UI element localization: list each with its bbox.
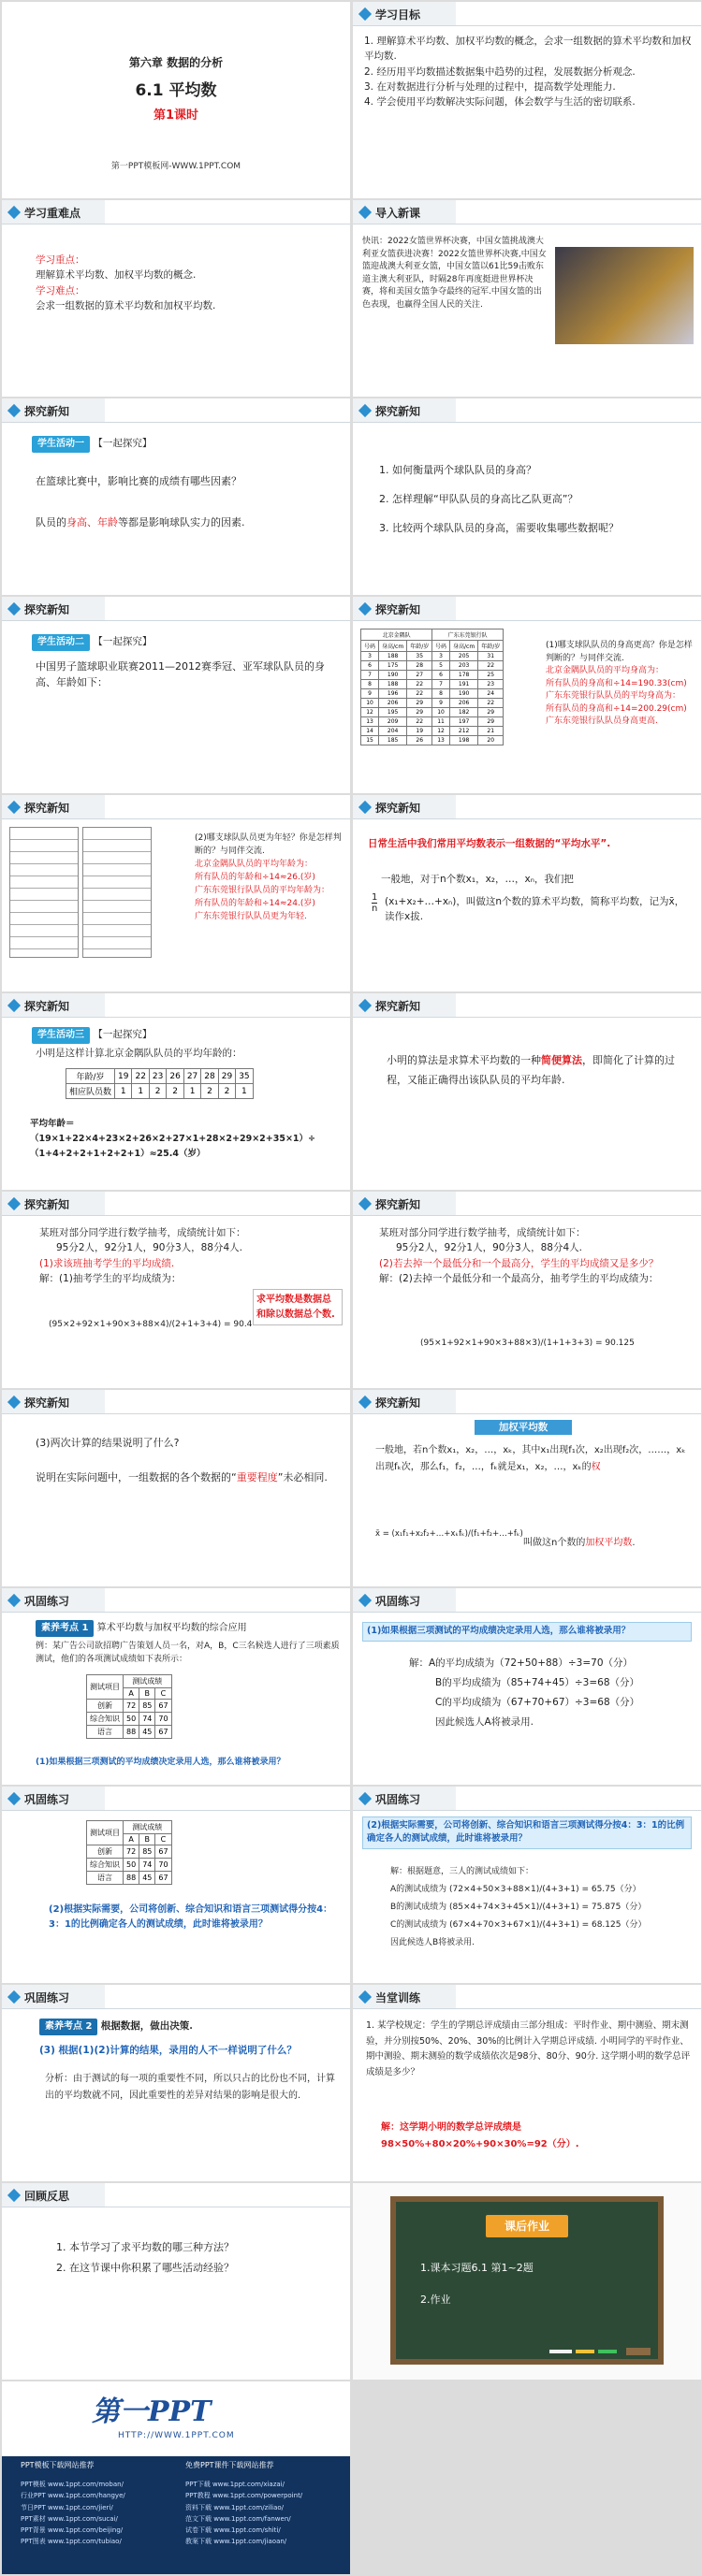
solution: 解：(1)抽考学生的平均成绩为： (39, 1272, 182, 1284)
answer-a: 解：A的平均成绩为（72+50+88）÷3=70（分） (409, 1657, 633, 1669)
slide-exam-2[interactable] (353, 1192, 701, 1388)
slide-header: 探究新知 (353, 795, 701, 819)
definition-line-2: (x₁+x₂+…+xₙ)，叫做这n个数的算术平均数，简称平均数，记为x̄，读作x拔. (385, 896, 685, 923)
slide-activity-3[interactable] (2, 993, 350, 1190)
weighted-mean-box: 加权平均数 (475, 1420, 572, 1435)
slide-header: 探究新知 (2, 597, 350, 621)
slide-practice-3[interactable] (2, 1985, 350, 2181)
answer-c: C的测试成绩为 (67×4+70×3+67×1)/(4+3+1) = 68.125（分） (390, 1919, 647, 1930)
review-item: 1. 本节学习了求平均数的哪三种方法？ (56, 2241, 234, 2253)
point-text: 算术平均数与加权平均数的综合应用 (96, 1623, 247, 1633)
slide-practice-answer-1[interactable] (353, 1588, 701, 1785)
question-item: 2. 怎样理解“甲队队员的身高比乙队更高”？ (379, 492, 578, 505)
slide-header: 巩固练习 (353, 1787, 701, 1811)
homework-item-2: 2.作业 (420, 2294, 451, 2306)
activity-tag: 学生活动三 (32, 1027, 90, 1044)
question-1: (1)求该班抽考学生的平均成绩. (39, 1257, 175, 1269)
answer-d: 因此候选人A将被录用. (435, 1716, 534, 1728)
goal-item: 2. 经历用平均数描述数据集中趋势的过程，发展数据分析观念. (364, 65, 636, 78)
lesson-title: 6.1 平均数 (135, 81, 217, 100)
method-text: 小明的算法是求算术平均数的一种简便算法，即简化了计算的过程，又能正确得出该队队员的平均年龄. (387, 1054, 675, 1086)
slide-activity-2[interactable] (2, 597, 350, 793)
table-guangdong-mini (82, 827, 152, 958)
ad-link[interactable]: PPT教程 www.1ppt.com/powerpoint/ (185, 2492, 303, 2500)
slide-exam-1[interactable] (2, 1192, 350, 1388)
answer-a: A的测试成绩为 (72×4+50×3+88×1)/(4+3+1) = 65.75（分） (390, 1884, 641, 1894)
chalk-white (549, 2350, 572, 2353)
ad-link[interactable]: 教案下载 www.1ppt.com/jiaoan/ (185, 2538, 287, 2546)
ad-link[interactable]: 范文下载 www.1ppt.com/fanwen/ (185, 2514, 291, 2523)
weighted-text-2: 叫做这n个数的加权平均数. (523, 1538, 636, 1548)
slide-header: 当堂训练 (353, 1985, 701, 2009)
slide-goals[interactable] (353, 2, 701, 198)
slide-ad[interactable] (2, 2381, 350, 2574)
answer: 队员的身高、年龄等都是影响球队实力的因素. (36, 516, 245, 528)
analysis: 分析：由于测试的每一项的重要性不同，所以只占的比份也不同，计算出的平均数就不同，因此重要性的差异对结果的影响是很大的. (45, 2074, 335, 2101)
formula: (95×2+92×1+90×3+88×4)/(2+1+3+4) = 90.4 (49, 1320, 253, 1329)
chalk-yellow (576, 2350, 594, 2353)
weighted-formula: x̄ = (x₁f₁+x₂f₂+…+xₖfₖ)/(f₁+f₂+…+fₖ) (375, 1529, 523, 1539)
solution: 解：(2)去掉一个最低分和一个最高分，抽考学生的平均成绩为： (379, 1272, 659, 1284)
slide-simple-method[interactable] (353, 993, 701, 1190)
exercise-answer-formula: 98×50%+80×20%+90×30%=92（分）. (381, 2139, 579, 2149)
conclusion: 广东东莞银行队队员身高更高. (546, 716, 658, 726)
question-1: (1)如果根据三项测试的平均成绩决定录用人选，那么谁将被录用？ (362, 1622, 692, 1642)
chalk-green (598, 2350, 617, 2353)
slide-header: 探究新知 (2, 1390, 350, 1414)
difficulty-label: 学习难点： (36, 284, 85, 297)
slide-key-points[interactable] (2, 200, 350, 397)
exercise-question: 1. 某学校规定：学生的学期总评成绩由三部分组成：平时作业、期中测验、期末测验，并分别按50%、20%、30%的比例计入学期总评成绩. 小明同学的平时作业、期中测验、期末测验的数学成绩依次是98分、80分、90分. 这学期小明的数学总评成绩是多少？ (366, 2020, 691, 2077)
score-data: 95分2人，92分1人，90分3人，88分4人. (396, 1242, 583, 1254)
activity-suffix: 【一起探究】 (93, 1029, 153, 1040)
question-item: 1. 如何衡量两个球队队员的身高？ (379, 464, 536, 476)
question-1: (1)哪支球队队员的身高更高？你是怎样判断的？与同伴交流. (546, 641, 693, 663)
answer-2-formula: 所有队员的年龄和÷14≈24.(岁) (195, 898, 315, 908)
ad-link[interactable]: PPT图表 www.1ppt.com/tubiao/ (21, 2538, 122, 2546)
question-1: (1)如果根据三项测试的平均成绩决定录用人选，那么谁将被录用？ (36, 1758, 285, 1767)
fraction: 1 n (372, 892, 378, 914)
slide-class-exercise[interactable] (353, 1985, 701, 2181)
slide-review[interactable] (2, 2183, 350, 2380)
slide-practice-2[interactable] (2, 1787, 350, 1983)
exercise-answer: 解：这学期小明的数学总评成绩是 (381, 2122, 521, 2133)
goal-item: 1. 理解算术平均数、加权平均数的概念，会求一组数据的算术平均数和加权平均数. (364, 36, 692, 63)
question-item: 3. 比较两个球队队员的身高，需要收集哪些数据呢？ (379, 521, 619, 534)
goal-item: 3. 在对数据进行分析与处理的过程中，提高数学处理能力. (364, 80, 616, 93)
review-item: 2. 在这节课中你积累了哪些活动经验？ (56, 2262, 234, 2274)
answer-2-formula: 所有队员的身高和÷14=200.29(cm) (546, 703, 687, 714)
slide-header: 巩固练习 (2, 1787, 350, 1811)
point-text: 根据数据，做出决策. (100, 2020, 193, 2032)
question-2: (2)根据实际需要，公司将创新、综合知识和语言三项测试得分按4：3：1的比例确定各人的测试成绩，此时谁将被录用？ (362, 1816, 692, 1849)
answer-b: B的平均成绩为（85+74+45）÷3=68（分） (435, 1677, 640, 1688)
slide-header: 探究新知 (353, 1192, 701, 1216)
activity-suffix: 【一起探究】 (93, 438, 153, 449)
site-label: 第一PPT模板网-WWW.1PPT.COM (110, 162, 241, 171)
slide-weighted-mean[interactable] (353, 1390, 701, 1586)
ad-link[interactable]: PPT背景 www.1ppt.com/beijing/ (21, 2526, 124, 2534)
intro-text: 小明是这样计算北京金隅队队员的平均年龄的： (36, 1048, 242, 1059)
slide-header: 巩固练习 (353, 1588, 701, 1613)
note-box: 求平均数是数据总和除以数据总个数. (253, 1289, 343, 1325)
ad-link[interactable]: PPT下载 www.1ppt.com/xiazai/ (185, 2481, 285, 2488)
slide-header: 导入新课 (353, 200, 701, 224)
table-beijing: 北京金隅队 号码 身高/cm 年龄/岁 3 188 35 6 175 28 7 190 27 8 188 22 9 196 22 10 206 29 12 195 29 13 209 22 14 204 19 15 185 26 (360, 629, 432, 745)
answer-1-formula: 所有队员的身高和÷14=190.33(cm) (546, 678, 687, 688)
link-panel (2, 2456, 350, 2574)
question: 在篮球比赛中，影响比赛的成绩有哪些因素？ (36, 475, 241, 487)
slide-practice-1[interactable] (2, 1588, 350, 1785)
left-title: PPT模板下载网站推荐 (21, 2461, 95, 2469)
answer-2: 广东东莞银行队队员的平均身高为： (546, 691, 681, 701)
question-2: (2)根据实际需要，公司将创新、综合知识和语言三项测试得分按4：3：1的比例确定各人的测试成绩，此时谁将被录用？ (49, 1904, 333, 1930)
intro: 某班对部分同学进行数学抽考，成绩统计如下： (39, 1227, 246, 1238)
homework-title: 课后作业 (486, 2215, 568, 2237)
example: 例：某广告公司欲招聘广告策划人员一名，对A，B，C三名候选人进行了三项素质测试，他们的各项测试成绩如下表所示： (36, 1642, 340, 1664)
definition-line-1: 一般地，对于n个数x₁，x₂，…，xₙ，我们把 (381, 874, 574, 885)
slide-header: 探究新知 (2, 993, 350, 1018)
slide-header: 巩固练习 (2, 1985, 350, 2009)
brand-logo: 第一PPT (92, 2395, 212, 2428)
formula: (95×1+92×1+90×3+88×3)/(1+1+3+3) = 90.125 (420, 1339, 635, 1348)
slide-title[interactable] (2, 2, 350, 198)
right-title: 免费PPT课件下载网站推荐 (185, 2461, 274, 2469)
goal-item: 4. 学会使用平均数解决实际问题，体会数学与生活的密切联系. (364, 96, 636, 109)
answer-b: B的测试成绩为 (85×4+74×3+45×1)/(4+3+1) = 75.875（分） (390, 1902, 647, 1912)
lesson-number: 第1课时 (153, 109, 199, 123)
answer-2: 广东东莞银行队队员的平均年龄为： (195, 885, 330, 895)
slide-age-question[interactable] (2, 795, 350, 991)
slide-height-tables[interactable] (353, 597, 701, 793)
score-table: 测试项目 测试成绩 A B C 创新 72 85 67 综合知识 50 74 70 语言 88 45 67 (86, 1674, 172, 1739)
slide-header: 回顾反思 (2, 2183, 350, 2207)
table-beijing-mini (9, 827, 79, 958)
question-2: (2)哪支球队队员更为年轻？你是怎样判断的？与同伴交流. (195, 833, 342, 856)
slide-practice-answer-2[interactable] (353, 1787, 701, 1983)
slide-header: 探究新知 (2, 1192, 350, 1216)
answer-intro: 解：根据题意，三人的测试成绩如下： (390, 1867, 534, 1876)
point-tag: 素养考点 1 (36, 1620, 94, 1637)
score-data: 95分2人，92分1人，90分3人，88分4人. (56, 1242, 243, 1254)
weighted-text: 一般地，若n个数x₁，x₂，…，xₖ，其中x₁出现f₁次，x₂出现f₂次，……，xₖ出现fₖ次，那么f₁，f₂，…，fₖ就是x₁，x₂，…，xₖ的权 (375, 1445, 686, 1472)
ad-link[interactable]: 节日PPT www.1ppt.com/jieri/ (21, 2503, 113, 2511)
slide-activity-1[interactable] (2, 398, 350, 595)
slide-mean-definition[interactable] (353, 795, 701, 991)
intro: 某班对部分同学进行数学抽考，成绩统计如下： (379, 1227, 586, 1238)
key-text: 理解算术平均数、加权平均数的概念. (36, 269, 197, 282)
point-tag: 素养考点 2 (39, 2019, 97, 2035)
formula: 平均年龄＝（19×1+22×4+23×2+26×2+27×1+28×2+29×2+35×1）÷（1+4+2+2+1+2+2+1）≈25.4（岁） (30, 1119, 316, 1160)
ad-link[interactable]: PPT素材 www.1ppt.com/sucai/ (21, 2514, 118, 2523)
slide-header: 巩固练习 (2, 1588, 350, 1613)
homework-item-1: 1.课本习题6.1 第1~2题 (420, 2262, 534, 2274)
activity-suffix: 【一起探究】 (93, 636, 153, 647)
ad-link[interactable]: PPT模板 www.1ppt.com/moban/ (21, 2481, 124, 2488)
activity-tag: 学生活动二 (32, 634, 90, 651)
slide-header: 探究新知 (2, 795, 350, 819)
ad-link[interactable]: 行业PPT www.1ppt.com/hangye/ (21, 2492, 125, 2500)
slide-header: 探究新知 (353, 597, 701, 621)
question-3: (3) 根据(1)(2)计算的结果，录用的人不一样说明了什么？ (39, 2045, 297, 2056)
slide-homework[interactable] (353, 2183, 701, 2380)
table-guangdong: 广东东莞银行队 号码 身高/cm 年龄/岁 3 205 31 5 203 22 6 178 25 7 191 23 8 190 24 9 206 22 10 182 29 11 197 29 12 212 21 13 198 20 (431, 629, 504, 745)
answer: 说明在实际问题中，一组数据的各个数据的“重要程度”未必相同. (36, 1471, 328, 1483)
headline: 日常生活中我们常用平均数表示一组数据的“平均水平”. (368, 838, 611, 849)
key-label: 学习重点： (36, 254, 85, 266)
age-table: 年龄/岁 19 22 23 26 27 28 29 35 相应队员数 1 1 2 2 1 2 2 1 (66, 1068, 254, 1099)
answer-d: 因此候选人B将被录用. (390, 1937, 475, 1947)
slide-intro[interactable] (353, 200, 701, 397)
brand-url: HTTP://WWW.1PPT.COM (118, 2431, 235, 2440)
slide-header: 学习重难点 (2, 200, 350, 224)
slide-questions[interactable] (353, 398, 701, 595)
slide-header: 学习目标 (353, 2, 701, 26)
answer-1: 北京金隅队队员的平均年龄为： (195, 859, 314, 869)
slide-header: 探究新知 (353, 1390, 701, 1414)
question-3: (3)两次计算的结果说明了什么? (36, 1437, 180, 1449)
chapter: 第六章 数据的分析 (128, 56, 224, 69)
ad-link[interactable]: 资料下载 www.1ppt.com/ziliao/ (185, 2503, 285, 2511)
answer-c: C的平均成绩为（67+70+67）÷3=68（分） (435, 1697, 640, 1708)
ad-link[interactable]: 试卷下载 www.1ppt.com/shiti/ (185, 2526, 281, 2534)
answer-1: 北京金隅队队员的平均身高为： (546, 666, 665, 675)
difficulty-text: 会求一组数据的算术平均数和加权平均数. (36, 299, 216, 311)
intro-text: 中国男子篮球职业联赛2011—2012赛季冠、亚军球队队员的身高、年龄如下： (36, 660, 325, 689)
slide-header: 探究新知 (353, 398, 701, 423)
eraser (626, 2348, 651, 2355)
chalkboard (390, 2196, 664, 2365)
slide-header: 探究新知 (2, 398, 350, 423)
answer-1-formula: 所有队员的年龄和÷14≈26.(岁) (195, 872, 315, 882)
conclusion: 广东东莞银行队队员更为年轻. (195, 911, 307, 921)
basketball-photo (555, 247, 694, 344)
news-text: 快讯：2022女篮世界杯决赛，中国女篮挑战澳大利亚女篮获进决赛！2022女篮世界杯决赛,中国女篮迎战澳大利亚女篮，中国女篮以61比59击败东道主澳大利亚队，时隔28年再度挺进世界杯决赛，将和美国女篮争夺最终的冠军.中国女篮的出色表现，也赢得全国人民的关注. (362, 237, 547, 310)
activity-tag: 学生活动一 (32, 436, 90, 453)
slide-header: 探究新知 (353, 993, 701, 1018)
score-table: 测试项目 测试成绩 A B C 创新 72 85 67 综合知识 50 74 70 语言 88 45 67 (86, 1820, 172, 1885)
slide-weight-meaning[interactable] (2, 1390, 350, 1586)
question-2: (2)若去掉一个最低分和一个最高分，学生的平均成绩又是多少？ (379, 1257, 659, 1269)
